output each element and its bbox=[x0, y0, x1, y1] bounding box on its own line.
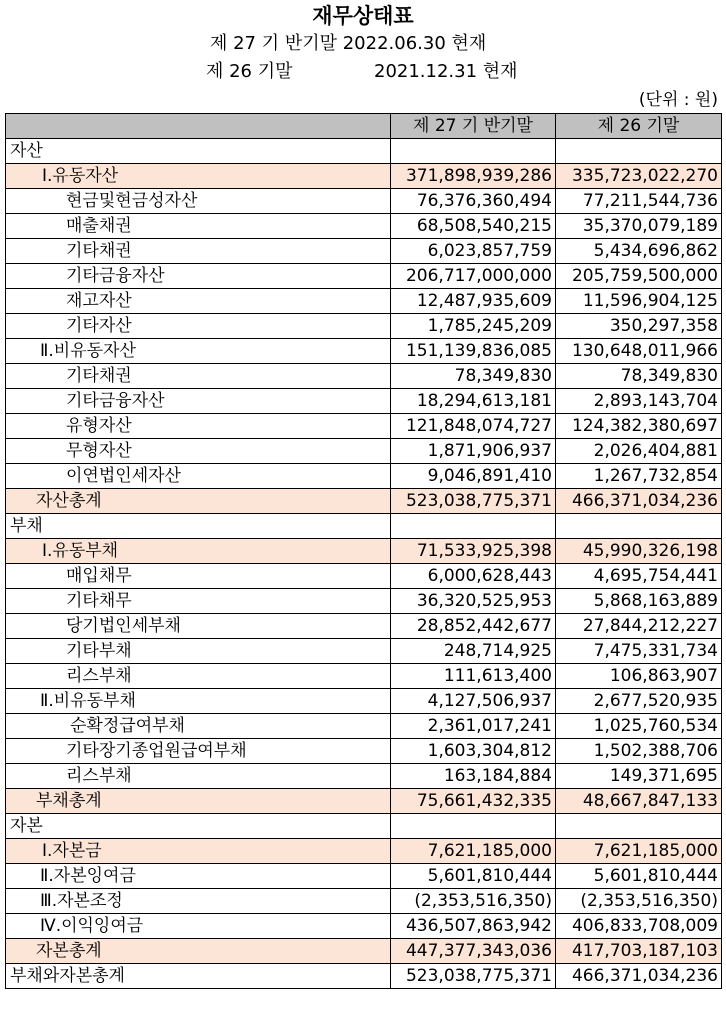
current-period-value: 436,507,863,942 bbox=[391, 914, 556, 939]
row-label: 부채 bbox=[6, 514, 391, 539]
prior-period-value: 5,601,810,444 bbox=[556, 864, 722, 889]
current-period-value: 75,661,432,335 bbox=[391, 789, 556, 814]
prior-period-value: 124,382,380,697 bbox=[556, 414, 722, 439]
table-row bbox=[6, 139, 722, 164]
current-period-value bbox=[391, 139, 556, 164]
table-row bbox=[6, 539, 722, 564]
table-row bbox=[6, 889, 722, 914]
current-period-value: 2,361,017,241 bbox=[391, 714, 556, 739]
prior-period-label: 제 26 기말 bbox=[206, 61, 293, 82]
table-row bbox=[6, 389, 722, 414]
table-row bbox=[6, 714, 722, 739]
row-label: 자본총계 bbox=[6, 939, 391, 964]
unit-note: (단위 : 원) bbox=[638, 90, 718, 110]
table-row bbox=[6, 489, 722, 514]
prior-period-value: 149,371,695 bbox=[556, 764, 722, 789]
current-period-value: 1,871,906,937 bbox=[391, 439, 556, 464]
header-label-column bbox=[6, 114, 391, 139]
table-row bbox=[6, 239, 722, 264]
prior-period-value: 35,370,079,189 bbox=[556, 214, 722, 239]
row-label: 리스부채 bbox=[6, 764, 391, 789]
prior-period-value: 78,349,830 bbox=[556, 364, 722, 389]
statement-title: 재무상태표 bbox=[312, 4, 414, 28]
row-label: 자산총계 bbox=[6, 489, 391, 514]
current-period-value: 6,023,857,759 bbox=[391, 239, 556, 264]
prior-period-value: 11,596,904,125 bbox=[556, 289, 722, 314]
current-period-value: 151,139,836,085 bbox=[391, 339, 556, 364]
current-period-value: 7,621,185,000 bbox=[391, 839, 556, 864]
prior-period-value: 7,621,185,000 bbox=[556, 839, 722, 864]
row-label: 기타장기종업원급여부채 bbox=[6, 739, 391, 764]
table-header-row bbox=[6, 114, 722, 139]
row-label: Ⅳ.이익잉여금 bbox=[6, 914, 391, 939]
row-label: 자산 bbox=[6, 139, 391, 164]
table-row bbox=[6, 414, 722, 439]
row-label: 리스부채 bbox=[6, 664, 391, 689]
table-row bbox=[6, 614, 722, 639]
current-period-value: 1,603,304,812 bbox=[391, 739, 556, 764]
table-row bbox=[6, 664, 722, 689]
current-period-value: 523,038,775,371 bbox=[391, 489, 556, 514]
prior-period-value: 130,648,011,966 bbox=[556, 339, 722, 364]
current-period-value: 6,000,628,443 bbox=[391, 564, 556, 589]
row-label: 기타채권 bbox=[6, 364, 391, 389]
table-row bbox=[6, 314, 722, 339]
prior-period-value: 7,475,331,734 bbox=[556, 639, 722, 664]
row-label: 매입채무 bbox=[6, 564, 391, 589]
row-label: Ⅱ.자본잉여금 bbox=[6, 864, 391, 889]
table-row bbox=[6, 339, 722, 364]
current-period-value bbox=[391, 814, 556, 839]
current-period-value bbox=[391, 514, 556, 539]
table-row bbox=[6, 264, 722, 289]
row-label: 이연법인세자산 bbox=[6, 464, 391, 489]
row-label: 기타금융자산 bbox=[6, 264, 391, 289]
table-row bbox=[6, 189, 722, 214]
prior-period-value bbox=[556, 514, 722, 539]
table-row bbox=[6, 364, 722, 389]
prior-period-value: 2,026,404,881 bbox=[556, 439, 722, 464]
row-label: 기타금융자산 bbox=[6, 389, 391, 414]
prior-period-value: 1,025,760,534 bbox=[556, 714, 722, 739]
prior-period-value: 48,667,847,133 bbox=[556, 789, 722, 814]
row-label: 기타부채 bbox=[6, 639, 391, 664]
current-period-value: 68,508,540,215 bbox=[391, 214, 556, 239]
table-row bbox=[6, 964, 722, 989]
prior-period-value: 4,695,754,441 bbox=[556, 564, 722, 589]
table-row bbox=[6, 164, 722, 189]
current-period-value: 447,377,343,036 bbox=[391, 939, 556, 964]
prior-period-value: 205,759,500,000 bbox=[556, 264, 722, 289]
current-period-value: 18,294,613,181 bbox=[391, 389, 556, 414]
row-label: 기타채권 bbox=[6, 239, 391, 264]
table-row bbox=[6, 814, 722, 839]
header-current-period: 제 27 기 반기말 bbox=[391, 114, 556, 139]
row-label: 자본 bbox=[6, 814, 391, 839]
period-heading bbox=[0, 30, 726, 86]
table-row bbox=[6, 839, 722, 864]
current-period-value: 206,717,000,000 bbox=[391, 264, 556, 289]
balance-sheet-table bbox=[5, 113, 722, 989]
row-label: 부채총계 bbox=[6, 789, 391, 814]
table-row bbox=[6, 939, 722, 964]
prior-period-value: 5,434,696,862 bbox=[556, 239, 722, 264]
row-label: 기타자산 bbox=[6, 314, 391, 339]
row-label: Ⅰ.자본금 bbox=[6, 839, 391, 864]
table-row bbox=[6, 214, 722, 239]
row-label: 현금및현금성자산 bbox=[6, 189, 391, 214]
table-row bbox=[6, 864, 722, 889]
table-row bbox=[6, 439, 722, 464]
prior-period-value bbox=[556, 814, 722, 839]
prior-period-value: 466,371,034,236 bbox=[556, 964, 722, 989]
prior-period-date: 2021.12.31 현재 bbox=[374, 61, 518, 82]
row-label: Ⅲ.자본조정 bbox=[6, 889, 391, 914]
prior-period-value: 1,502,388,706 bbox=[556, 739, 722, 764]
prior-period-value: 45,990,326,198 bbox=[556, 539, 722, 564]
prior-period-value: 2,893,143,704 bbox=[556, 389, 722, 414]
prior-period-value: 350,297,358 bbox=[556, 314, 722, 339]
current-period-value: 9,046,891,410 bbox=[391, 464, 556, 489]
current-period-value: 371,898,939,286 bbox=[391, 164, 556, 189]
current-period-value: 163,184,884 bbox=[391, 764, 556, 789]
prior-period-value: 1,267,732,854 bbox=[556, 464, 722, 489]
prior-period-value: 466,371,034,236 bbox=[556, 489, 722, 514]
current-period-value: (2,353,516,350) bbox=[391, 889, 556, 914]
current-period-value: 121,848,074,727 bbox=[391, 414, 556, 439]
current-period-value: 36,320,525,953 bbox=[391, 589, 556, 614]
table-row bbox=[6, 289, 722, 314]
current-period-text: 제 27 기 반기말 2022.06.30 현재 bbox=[210, 33, 487, 54]
table-row bbox=[6, 689, 722, 714]
row-label: 기타채무 bbox=[6, 589, 391, 614]
table-row bbox=[6, 764, 722, 789]
current-period-value: 12,487,935,609 bbox=[391, 289, 556, 314]
table-row bbox=[6, 639, 722, 664]
prior-period-value: 77,211,544,736 bbox=[556, 189, 722, 214]
row-label: 순확정급여부채 bbox=[6, 714, 391, 739]
row-label: Ⅰ.유동부채 bbox=[6, 539, 391, 564]
row-label: Ⅰ.유동자산 bbox=[6, 164, 391, 189]
table-row bbox=[6, 589, 722, 614]
current-period-value: 78,349,830 bbox=[391, 364, 556, 389]
prior-period-value: 417,703,187,103 bbox=[556, 939, 722, 964]
prior-period-value bbox=[556, 139, 722, 164]
row-label: 유형자산 bbox=[6, 414, 391, 439]
row-label: 부채와자본총계 bbox=[6, 964, 391, 989]
current-period-value: 76,376,360,494 bbox=[391, 189, 556, 214]
current-period-value: 1,785,245,209 bbox=[391, 314, 556, 339]
prior-period-value: 106,863,907 bbox=[556, 664, 722, 689]
current-period-value: 5,601,810,444 bbox=[391, 864, 556, 889]
prior-period-value: 5,868,163,889 bbox=[556, 589, 722, 614]
row-label: 당기법인세부채 bbox=[6, 614, 391, 639]
prior-period-value: 335,723,022,270 bbox=[556, 164, 722, 189]
row-label: Ⅱ.비유동자산 bbox=[6, 339, 391, 364]
prior-period-value: 27,844,212,227 bbox=[556, 614, 722, 639]
table-row bbox=[6, 914, 722, 939]
row-label: 무형자산 bbox=[6, 439, 391, 464]
current-period-value: 71,533,925,398 bbox=[391, 539, 556, 564]
row-label: 매출채권 bbox=[6, 214, 391, 239]
prior-period-value: 2,677,520,935 bbox=[556, 689, 722, 714]
current-period-value: 28,852,442,677 bbox=[391, 614, 556, 639]
current-period-value: 111,613,400 bbox=[391, 664, 556, 689]
prior-period-value: (2,353,516,350) bbox=[556, 889, 722, 914]
table-row bbox=[6, 564, 722, 589]
table-row bbox=[6, 789, 722, 814]
row-label: Ⅱ.비유동부채 bbox=[6, 689, 391, 714]
prior-period-value: 406,833,708,009 bbox=[556, 914, 722, 939]
table-row bbox=[6, 739, 722, 764]
table-row bbox=[6, 514, 722, 539]
row-label: 재고자산 bbox=[6, 289, 391, 314]
current-period-value: 523,038,775,371 bbox=[391, 964, 556, 989]
header-prior-period: 제 26 기말 bbox=[556, 114, 722, 139]
current-period-value: 4,127,506,937 bbox=[391, 689, 556, 714]
current-period-value: 248,714,925 bbox=[391, 639, 556, 664]
table-row bbox=[6, 464, 722, 489]
